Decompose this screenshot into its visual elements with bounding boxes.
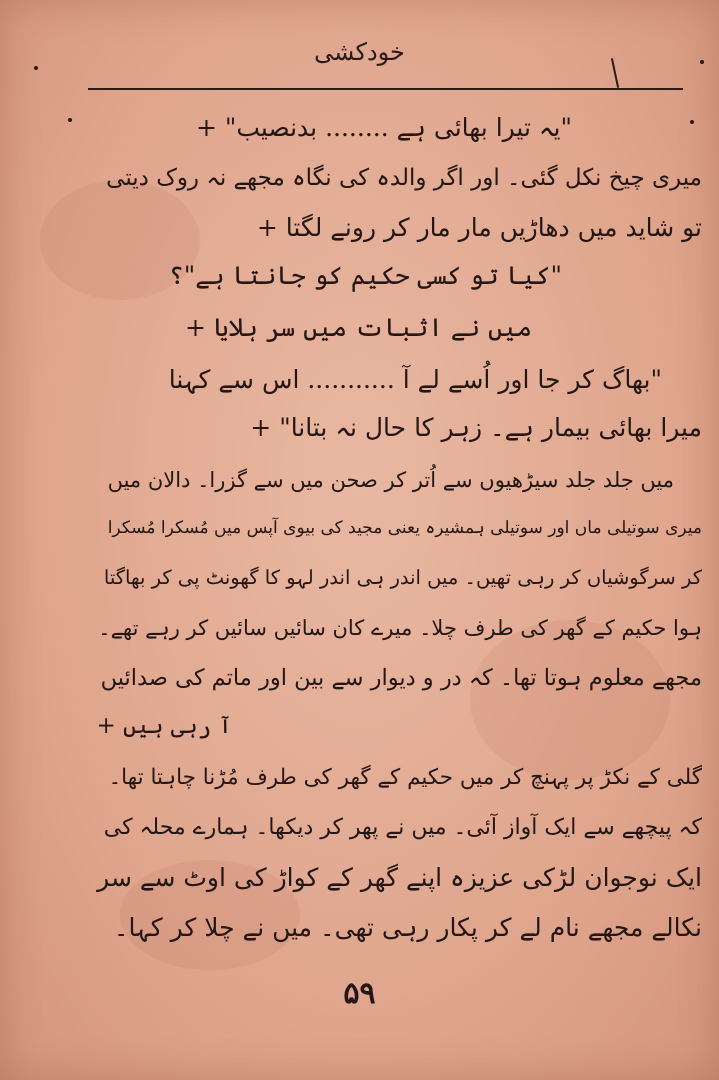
text-line: میری چیخ نکل گئی۔ اور اگر والدہ کی نگاہ مجھے نہ روک دیتی <box>106 165 702 191</box>
text-line: تو شاید میں دھاڑیں مار مار کر رونے لگتا + <box>256 213 702 242</box>
text-line: میری سوتیلی ماں اور سوتیلی ہمشیرہ یعنی مجید کی بیوی آپس میں مُسکرا مُسکرا <box>107 518 702 538</box>
text-line: "یہ تیرا بھائی ہے ........ بدنصیب" + <box>195 113 572 142</box>
text-line: کر سرگوشیاں کر رہی تھیں۔ میں اندر ہی اندر لہو کا گھونٹ پی کر بھاگتا <box>103 566 702 589</box>
text-line: آ رہی ہیں + <box>96 713 232 739</box>
text-line: میں نے اثبات میں سر ہلایا + <box>185 313 532 342</box>
text-line: کہ پیچھے سے ایک آواز آئی۔ میں نے پھر کر دیکھا۔ ہمارے محلہ کی <box>103 815 702 840</box>
ink-speck <box>68 118 72 122</box>
text-line: مجھے معلوم ہوتا تھا۔ کہ در و دیوار سے بین اور ماتم کی صدائیں <box>100 665 702 691</box>
text-line: میرا بھائی بیمار ہے۔ زہر کا حال نہ بتانا" + <box>250 413 702 442</box>
text-line: "بھاگ کر جا اور اُسے لے آ ........... اس سے کہنا <box>168 365 662 394</box>
text-line: "کیا تو کسی حکیم کو جانتا ہے"؟ <box>169 261 562 290</box>
running-head: خودکشی <box>314 38 405 66</box>
text-line: ہوا حکیم کے گھر کی طرف چلا۔ میرے کان سائیں سائیں کر رہے تھے۔ <box>98 616 702 640</box>
text-line: نکالے مجھے نام لے کر پکار رہی تھی۔ میں نے چلا کر کہا۔ <box>113 913 702 942</box>
text-line: میں جلد جلد سیڑھیوں سے اُتر کر صحن میں سے گزرا۔ دالان میں <box>107 468 674 492</box>
header-rule <box>88 88 683 90</box>
ink-speck <box>34 66 38 70</box>
page-number: ۵۹ <box>343 976 376 1011</box>
text-line: گلی کے نکڑ پر پہنچ کر میں حکیم کے گھر کی طرف مُڑنا چاہتا تھا۔ <box>108 765 702 790</box>
text-line: ایک نوجوان لڑکی عزیزہ اپنے گھر کے کواڑ کی اوٹ سے سر <box>97 863 702 892</box>
ink-speck <box>690 120 694 124</box>
